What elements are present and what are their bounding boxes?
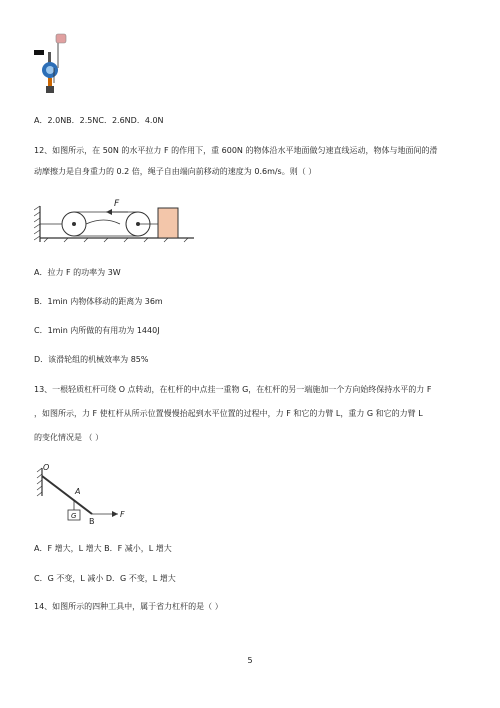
q13-stem-line1: 13、一根轻质杠杆可绕 O 点转动，在杠杆的中点挂一重物 G，在杠杆的另一端施加一个方向始终保持水平的力 F: [34, 385, 432, 394]
q13-stem-line3: 的变化情况是 （ ）: [34, 433, 104, 442]
q11-figure: [28, 28, 76, 108]
q12-option-c: C．1min 内所做的有用功为 1440J: [34, 326, 160, 335]
q12-stem-line2: 动摩擦力是自身重力的 0.2 倍，绳子自由端向前移动的速度为 0.6m/s。则（ ）: [34, 167, 317, 176]
q11-options: A．2.0NB．2.5NC．2.6ND．4.0N: [34, 116, 164, 125]
q13-options-line1: A．F 增大，L 增大 B．F 减小，L 增大: [34, 544, 172, 553]
q12-option-a: A．拉力 F 的功率为 3W: [34, 268, 121, 277]
q12-figure: [34, 194, 194, 244]
q14-stem: 14、如图所示的四种工具中，属于省力杠杆的是（ ）: [34, 602, 223, 611]
q12-stem-line1: 12、如图所示，在 50N 的水平拉力 F 的作用下，重 600N 的物体沿水平地面做匀速直线运动，物体与地面间的滑: [34, 146, 438, 155]
q12-figure-label-F: F: [114, 199, 120, 209]
q12-option-b: B．1min 内物体移动的距离为 36m: [34, 297, 163, 306]
q12-option-d: D．该滑轮组的机械效率为 85%: [34, 355, 149, 364]
q13-label-B: B: [89, 517, 95, 526]
page-number: 5: [247, 656, 253, 665]
q13-figure: [34, 462, 134, 530]
q13-label-O: O: [43, 463, 50, 472]
q13-label-A: A: [75, 487, 81, 496]
q13-stem-line2: ，如图所示，力 F 使杠杆从所示位置慢慢抬起到水平位置的过程中，力 F 和它的力臂 L，重力 G 和它的力臂 L: [34, 409, 423, 418]
q13-options-line2: C．G 不变，L 减小 D．G 不变，L 增大: [34, 574, 176, 583]
q13-label-G: G: [71, 512, 77, 520]
q13-label-F: F: [120, 510, 125, 519]
